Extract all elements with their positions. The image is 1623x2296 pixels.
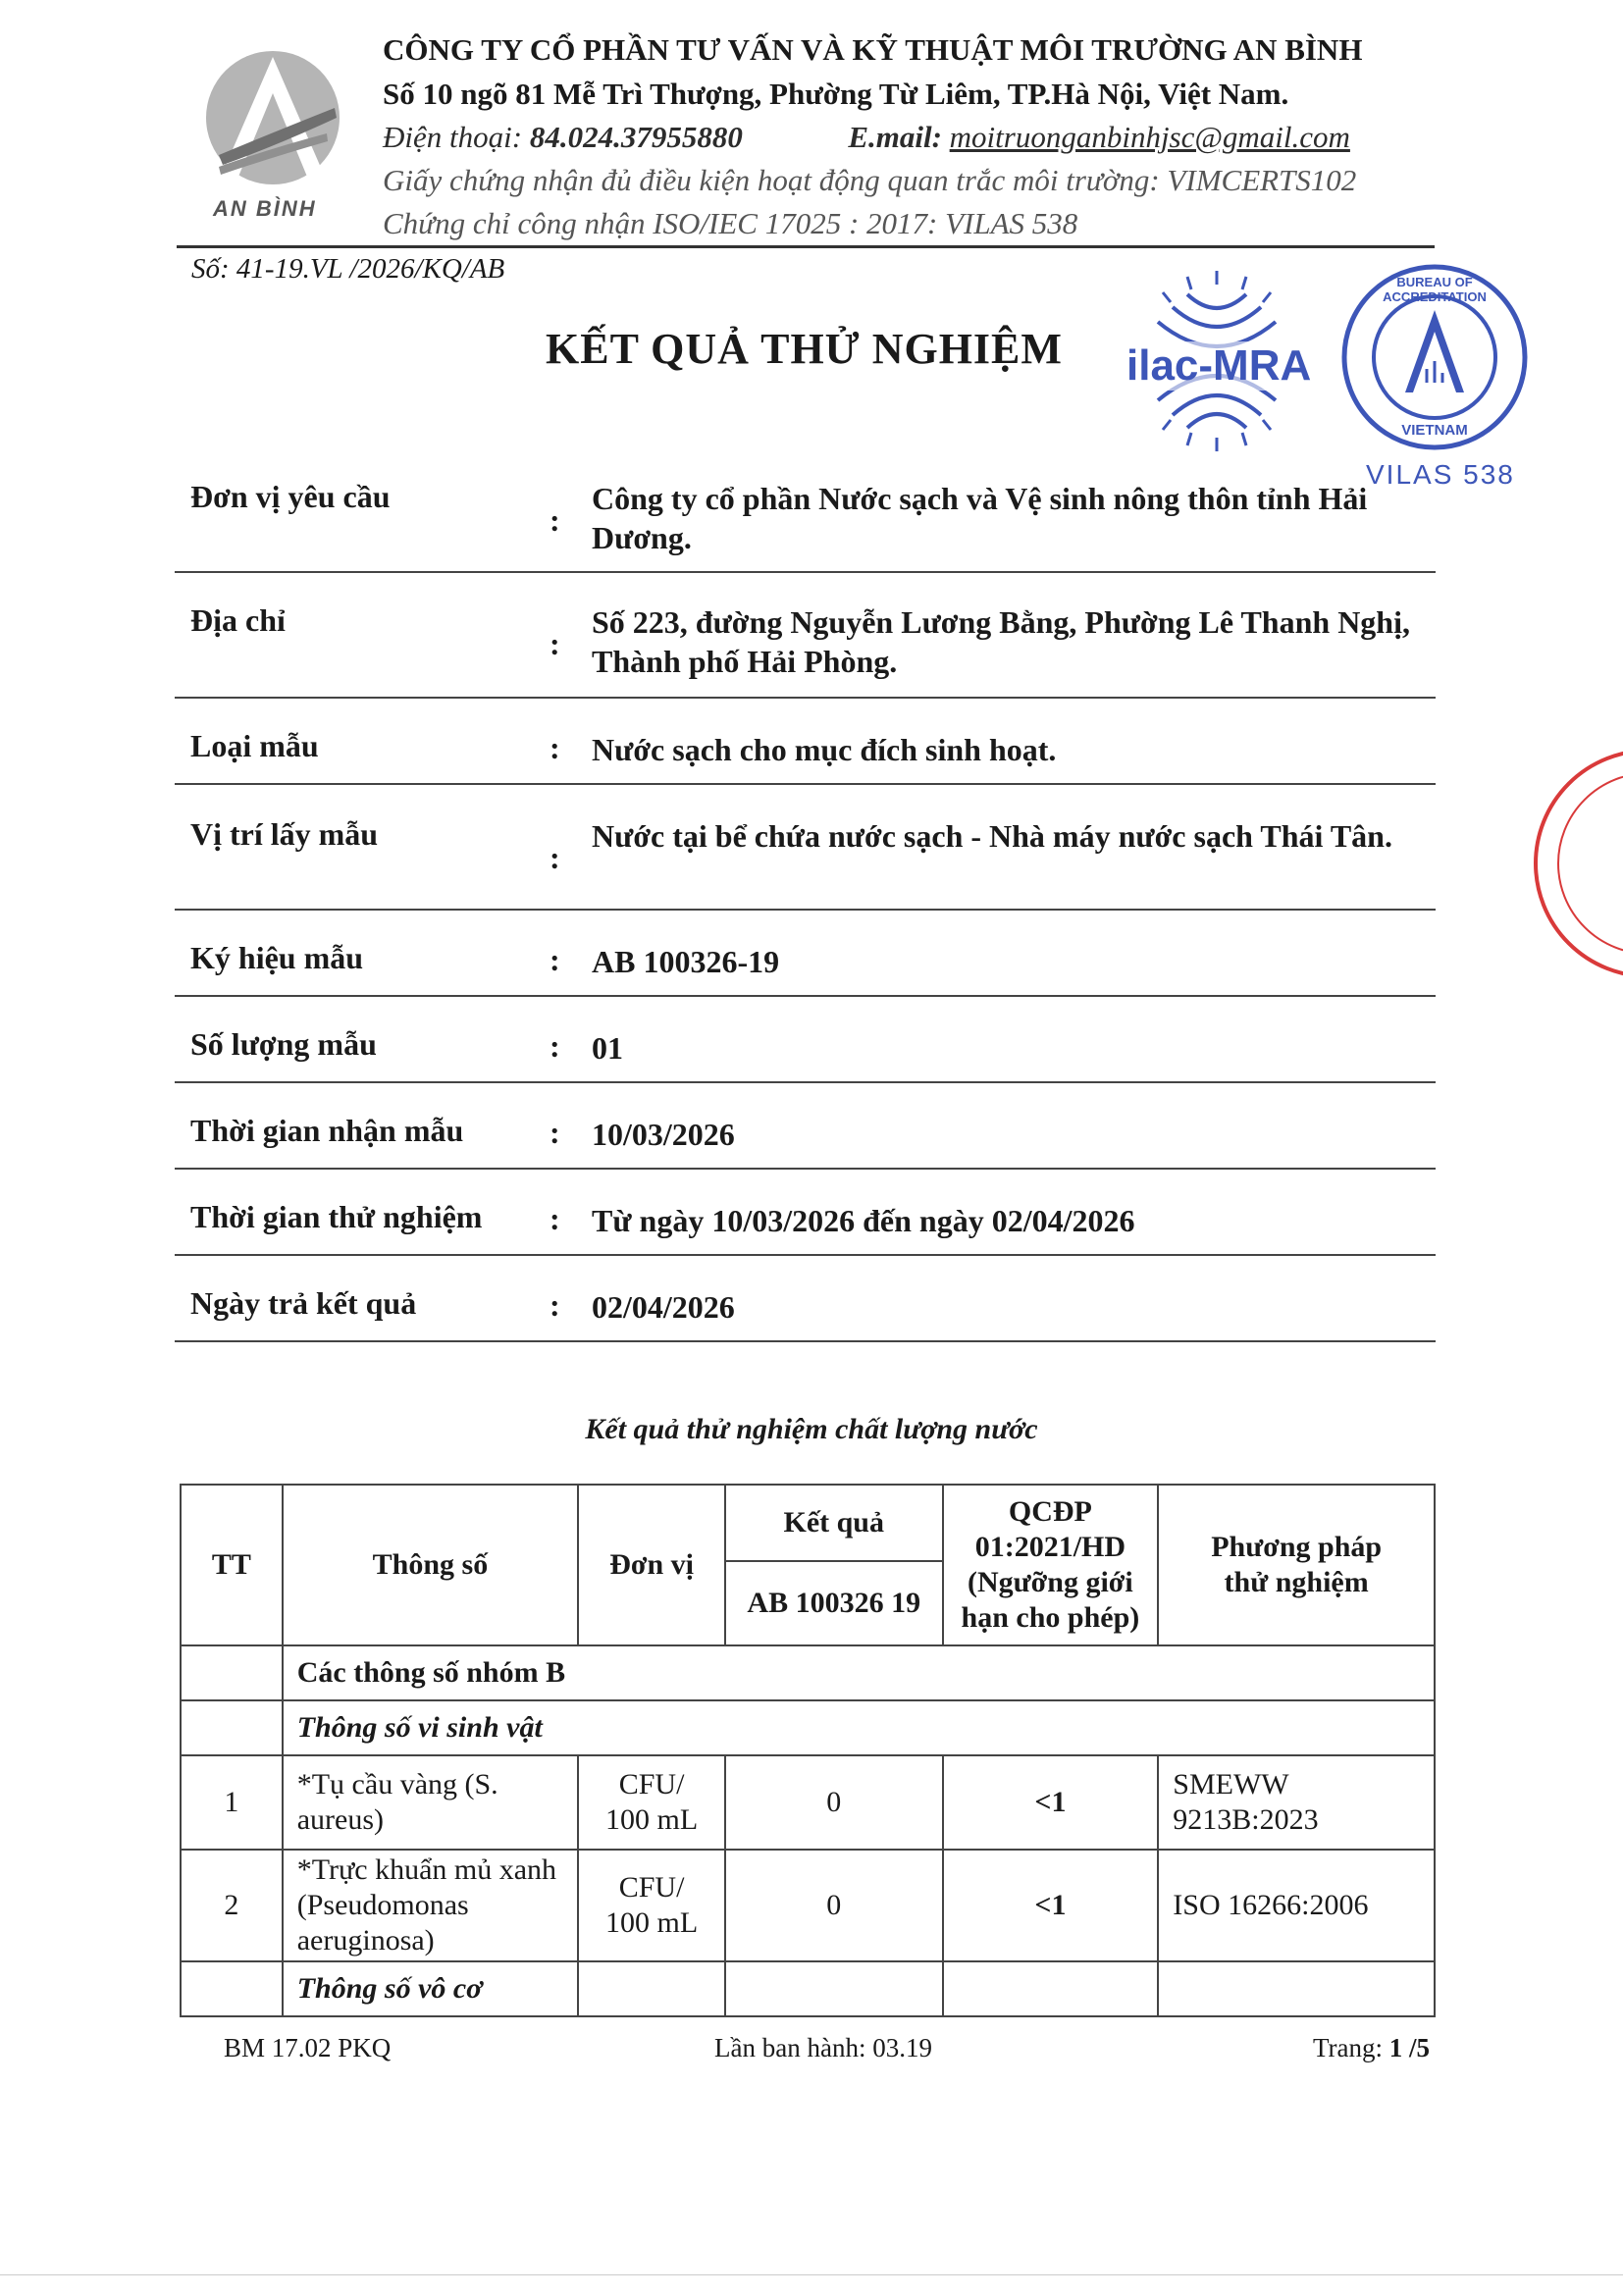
red-seal-fragment [1531, 741, 1623, 986]
info-colon: : [550, 1115, 560, 1150]
row-parameter: *Tụ cầu vàng (S. aureus) [283, 1755, 578, 1850]
table-row [181, 1755, 1435, 1850]
info-row-sample-code [175, 909, 1436, 997]
info-colon: : [550, 840, 560, 875]
vilas-label: VILAS 538 [1366, 459, 1515, 490]
ilac-label: ilac-MRA [1126, 341, 1312, 390]
info-row-test-period [175, 1168, 1436, 1256]
ilac-mra-stamp [1119, 263, 1315, 459]
phone-number: 84.024.37955880 [529, 120, 743, 154]
subgroup-row [181, 1961, 1435, 2016]
issue-number: Lần ban hành: 03.19 [714, 2033, 932, 2062]
boa-country: VIETNAM [1401, 422, 1468, 439]
header-parameter: Thông số [283, 1485, 578, 1645]
info-colon: : [550, 942, 560, 977]
row-result: 0 [725, 1755, 943, 1850]
info-value: Công ty cổ phần Nước sạch và Vệ sinh nông thôn tỉnh Hải Dương. [592, 481, 1368, 555]
info-label: Loại mẫu [190, 728, 319, 763]
header-method: Phương pháp thử nghiệm [1158, 1485, 1435, 1645]
table-title: Kết quả thử nghiệm chất lượng nước [585, 1413, 1038, 1445]
info-value: Từ ngày 10/03/2026 đến ngày 02/04/2026 [592, 1203, 1135, 1238]
info-value: 01 [592, 1030, 623, 1066]
header-sample-code: AB 100326 19 [725, 1561, 943, 1645]
info-row-sample-location [175, 783, 1436, 911]
info-value: Nước sạch cho mục đích sinh hoạt. [592, 732, 1057, 767]
info-row-requester [175, 461, 1436, 573]
info-value: Số 223, đường Nguyễn Lương Bằng, Phường Lê Thanh Nghị, Thành phố Hải Phòng. [592, 604, 1410, 679]
page-label: Trang: [1313, 2033, 1384, 2062]
info-colon: : [550, 1028, 560, 1064]
logo-text: AN BÌNH [213, 196, 317, 221]
info-colon: : [550, 502, 560, 538]
form-code: BM 17.02 PKQ [224, 2033, 392, 2062]
row-result: 0 [725, 1850, 943, 1961]
phone-label: Điện thoại: [383, 120, 523, 154]
info-colon: : [550, 730, 560, 765]
table-header-row [181, 1485, 1435, 1561]
info-row-result-date [175, 1254, 1436, 1342]
boa-accreditation-seal [1340, 263, 1529, 451]
microbiological-label: Thông số vi sinh vật [283, 1700, 1435, 1755]
info-label: Thời gian thử nghiệm [190, 1199, 483, 1234]
page-indicator [1313, 2033, 1430, 2063]
bottom-scan-edge [0, 2274, 1623, 2275]
header-result: Kết quả [725, 1485, 943, 1561]
info-value: Nước tại bể chứa nước sạch - Nhà máy nước sạch Thái Tân. [592, 818, 1392, 854]
header-standard: QCĐP 01:2021/HD (Ngưỡng giới hạn cho phép) [943, 1485, 1159, 1645]
email-label: E.mail: [848, 120, 942, 154]
row-limit: <1 [943, 1755, 1159, 1850]
info-label: Thời gian nhận mẫu [190, 1113, 464, 1148]
company-name: CÔNG TY CỔ PHẦN TƯ VẤN VÀ KỸ THUẬT MÔI TRƯỜNG AN BÌNH [383, 32, 1363, 67]
info-colon: : [550, 626, 560, 661]
info-label: Số lượng mẫu [190, 1026, 377, 1062]
group-b-label: Các thông số nhóm B [283, 1645, 1435, 1700]
page-number: 1 /5 [1388, 2033, 1431, 2062]
info-label: Địa chỉ [190, 602, 286, 638]
results-table [180, 1484, 1436, 2017]
row-unit: CFU/ 100 mL [578, 1755, 725, 1850]
row-limit: <1 [943, 1850, 1159, 1961]
row-method: SMEWW 9213B:2023 [1158, 1755, 1435, 1850]
info-colon: : [550, 1201, 560, 1236]
row-parameter: *Trực khuẩn mủ xanh (Pseudomonas aeruginosa) [283, 1850, 578, 1961]
company-logo [199, 39, 346, 226]
info-label: Vị trí lấy mẫu [190, 816, 379, 852]
header-tt: TT [181, 1485, 283, 1645]
subgroup-row [181, 1700, 1435, 1755]
boa-ring-text: BUREAU OF ACCREDITATION [1383, 275, 1487, 304]
monitoring-certificate: Giấy chứng nhận đủ điều kiện hoạt động quan trắc môi trường: VIMCERTS102 [383, 163, 1357, 197]
info-value: AB 100326-19 [592, 944, 780, 979]
info-value: 10/03/2026 [592, 1117, 735, 1152]
document-number: Số: 41-19.VL /2026/KQ/AB [191, 253, 505, 285]
info-value: 02/04/2026 [592, 1289, 735, 1325]
row-method: ISO 16266:2006 [1158, 1850, 1435, 1961]
iso-accreditation: Chứng chỉ công nhận ISO/IEC 17025 : 2017: VILAS 538 [383, 206, 1078, 240]
group-row [181, 1645, 1435, 1700]
red-seal-icon [1531, 741, 1623, 986]
contact-line [383, 120, 1433, 155]
info-row-sample-count [175, 995, 1436, 1083]
info-label: Đơn vị yêu cầu [190, 479, 391, 514]
company-address: Số 10 ngõ 81 Mễ Trì Thượng, Phường Từ Liêm, TP.Hà Nội, Việt Nam. [383, 77, 1289, 111]
inorganic-label: Thông số vô cơ [283, 1961, 578, 2016]
row-unit: CFU/ 100 mL [578, 1850, 725, 1961]
row-tt: 1 [181, 1755, 283, 1850]
row-tt: 2 [181, 1850, 283, 1961]
table-row [181, 1850, 1435, 1961]
info-colon: : [550, 1287, 560, 1323]
info-row-received-date [175, 1081, 1436, 1170]
header-divider [177, 245, 1435, 248]
info-row-address [175, 571, 1436, 699]
info-row-sample-type [175, 697, 1436, 785]
header-unit: Đơn vị [578, 1485, 725, 1645]
info-label: Ký hiệu mẫu [190, 940, 364, 975]
email-link[interactable]: moitruonganbinhjsc@gmail.com [949, 120, 1350, 154]
info-label: Ngày trả kết quả [190, 1285, 417, 1321]
page-title: KẾT QUẢ THỬ NGHIỆM [546, 325, 1063, 373]
